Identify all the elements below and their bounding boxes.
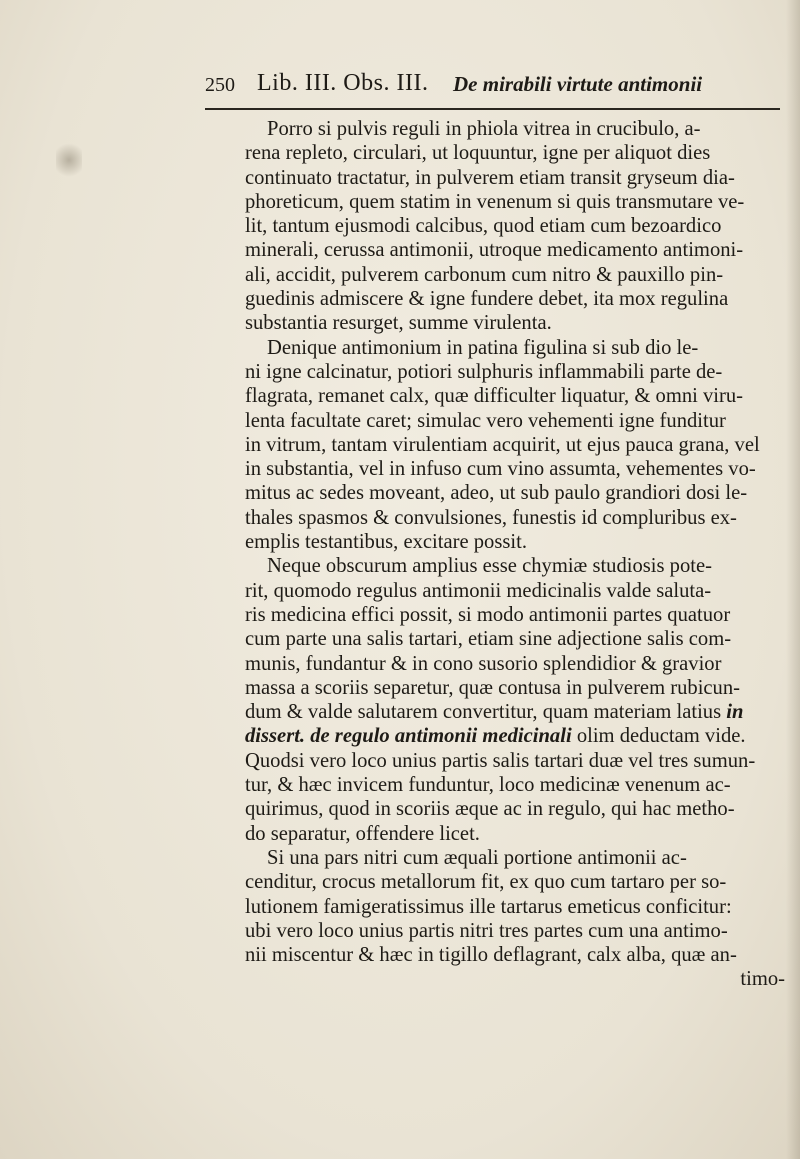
body-text [245,117,795,992]
text-line: rena repleto, circulari, ut loquuntur, igne per aliquot dies [245,142,711,165]
italic-text: dissert. de regulo antimonii medicinali [245,725,572,748]
text-line: nii miscentur & hæc in tigillo deflagrant, calx alba, quæ an- [245,944,737,967]
page-number: 250 [205,74,235,96]
text-line: thales spasmos & convulsiones, funestis id compluribus ex- [245,506,737,529]
text-line [245,724,795,748]
ink-blot [56,140,82,180]
running-title: De mirabili virtute antimonii [453,72,703,96]
text-line: substantia resurget, summe virulenta. [245,312,552,335]
text-line: munis, fundantur & in cono susorio splendidior & gravior [245,652,722,675]
page-header [205,70,765,106]
text-line [245,700,795,724]
text-line: ris medicina effici possit, si modo antimonii partes quatuor [245,603,731,626]
text-line: rit, quomodo regulus antimonii medicinalis valde saluta- [245,579,712,602]
text-line: lit, tantum ejusmodi calcibus, quod etiam cum bezoardico [245,215,722,238]
text-line: continuato tractatur, in pulverem etiam transit gryseum dia- [245,166,735,189]
text-line: in vitrum, tantam virulentiam acquirit, ut ejus pauca grana, vel [245,433,760,456]
text-span: olim deductam vide. [571,725,746,748]
text-line: in substantia, vel in infuso cum vino assumta, vehementes vo- [245,458,756,481]
text-line: massa a scoriis separetur, quæ contusa in pulverem rubicun- [245,676,741,699]
text-line: minerali, cerussa antimonii, utroque medicamento antimoni- [245,239,744,262]
italic-text: in [726,701,744,724]
text-line: phoreticum, quem statim in venenum si quis transmutare ve- [245,190,745,213]
text-line: Denique antimonium in patina figulina si sub dio le- [267,336,699,359]
running-head: Lib. III. Obs. III. [257,70,429,96]
text-line: tur, & hæc invicem funduntur, loco medicinæ venenum ac- [245,774,731,797]
text-line: cum parte una salis tartari, etiam sine adjectione salis com- [245,628,732,651]
text-line: do separatur, offendere licet. [245,822,480,845]
text-line: quirimus, quod in scoriis æque ac in regulo, qui hac metho- [245,798,735,821]
text-line: flagrata, remanet calx, quæ difficulter liquatur, & omni viru- [245,385,744,408]
text-line: ali, accidit, pulverem carbonum cum nitro & pauxillo pin- [245,263,724,286]
catchword: timo- [740,968,785,991]
header-rule [205,108,780,110]
text-line: emplis testantibus, excitare possit. [245,531,527,554]
text-line: lutionem famigeratissimus ille tartarus emeticus conficitur: [245,895,732,918]
text-line: mitus ac sedes moveant, adeo, ut sub paulo grandiori dosi le- [245,482,748,505]
text-line: Porro si pulvis reguli in phiola vitrea in crucibulo, a- [267,118,701,140]
text-line: ubi vero loco unius partis nitri tres partes cum una antimo- [245,919,728,942]
text-span: dum & valde salutarem convertitur, quam materiam latius [245,701,727,724]
text-line: lenta facultate caret; simulac vero vehementi igne funditur [245,409,726,432]
text-line: Si una pars nitri cum æquali portione antimonii ac- [267,846,687,869]
text-line: Neque obscurum amplius esse chymiæ studiosis pote- [267,555,712,578]
text-line: Quodsi vero loco unius partis salis tartari duæ vel tres sumun- [245,749,756,772]
text-line: ni igne calcinatur, potiori sulphuris inflammabili parte de- [245,360,723,383]
text-line: cenditur, crocus metallorum fit, ex quo cum tartaro per so- [245,871,727,894]
text-line: guedinis admiscere & igne fundere debet, ita mox regulina [245,288,729,311]
